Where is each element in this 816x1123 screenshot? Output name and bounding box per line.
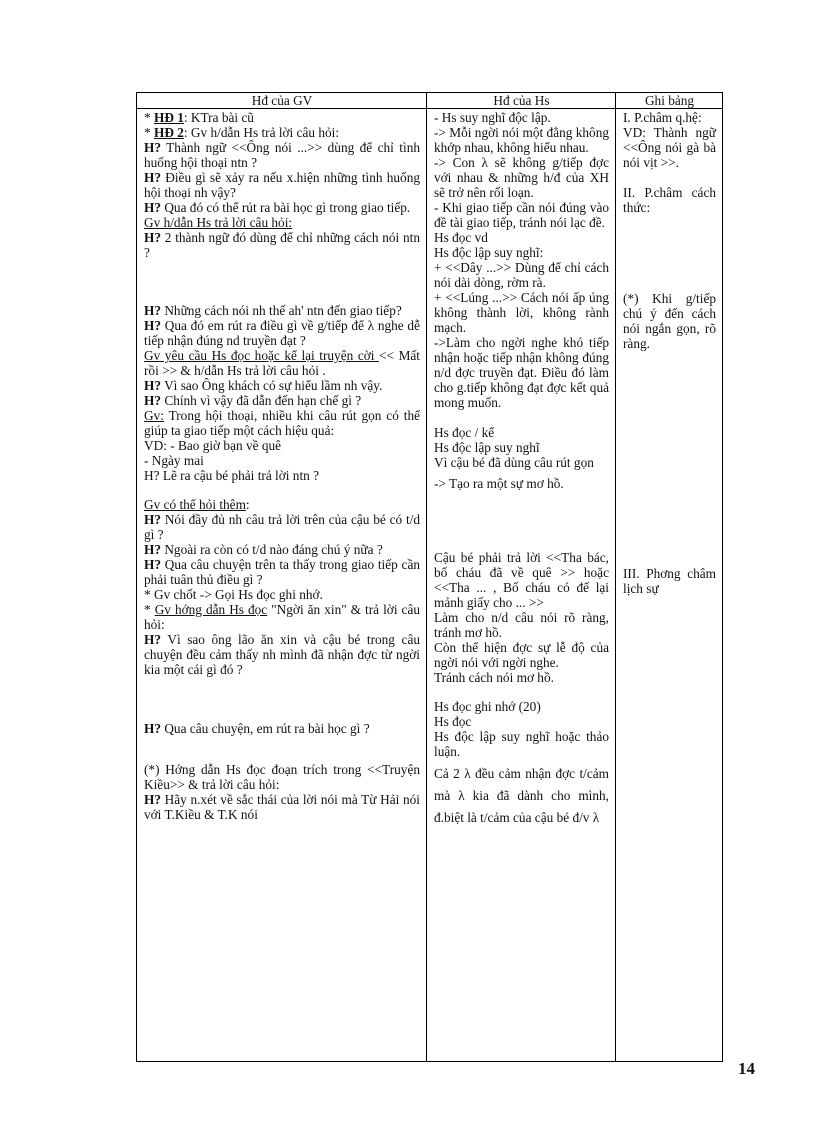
board-note-text: II. P.châm cách thức: (623, 185, 716, 215)
teacher-line-text: H? (144, 140, 161, 155)
student-line (434, 455, 609, 470)
teacher-line-text: Gv: (144, 408, 164, 423)
content-row (137, 109, 723, 1062)
teacher-line-text: Điều gì sẽ xảy ra nếu x.hiện những tình huống hội thoại nh vậy? (144, 170, 420, 200)
student-line-text: ->Làm cho ngời nghe khó tiếp nhận hoặc tiếp nhận không đúng n/d đợc truyền đạt. Điều đó làm cho g.tiếp không đạt đợc kết quả mong muốn. (434, 335, 609, 410)
teacher-line-text: H? (144, 542, 161, 557)
student-line-text: Hs độc lập suy nghĩ hoặc thảo luận. (434, 729, 609, 759)
teacher-line (144, 170, 420, 200)
teacher-line-text: Gv h/dẫn Hs trả lời câu hỏi: (144, 215, 293, 230)
teacher-line (144, 602, 420, 632)
teacher-line-text: H? (144, 170, 161, 185)
student-line-text: Hs đọc ghi nhớ (20) (434, 699, 541, 714)
teacher-line (144, 542, 420, 557)
teacher-line (144, 318, 420, 348)
student-line-text: + <<Dây ...>> Dùng để chỉ cách nói dài dòng, rờm rà. (434, 260, 609, 290)
student-line (434, 200, 609, 230)
teacher-line (144, 140, 420, 170)
spacer (623, 215, 716, 291)
student-line-text: Hs đọc (434, 714, 472, 729)
teacher-line-text: Qua đó em rút ra điều gì về g/tiếp để λ nghe dễ tiếp nhận đúng nd truyền đạt ? (144, 318, 420, 348)
student-line (434, 763, 609, 829)
teacher-line (144, 721, 420, 736)
student-line (434, 476, 609, 491)
board-note-text: (*) Khi g/tiếp chú ý đến cách nói ngắn gọn, rõ ràng. (623, 291, 716, 351)
board-note (623, 291, 716, 351)
header-row (137, 93, 723, 109)
teacher-line-text: Nói đầy đủ nh câu trả lời trên của cậu bé có t/d gì ? (144, 512, 420, 542)
teacher-line-text: H? (144, 512, 161, 527)
student-activity-cell (427, 109, 616, 1062)
student-line (434, 729, 609, 759)
spacer (144, 483, 420, 497)
board-note (623, 185, 716, 215)
teacher-line (144, 393, 420, 408)
spacer (434, 491, 609, 550)
spacer (144, 260, 420, 303)
teacher-line-text: H? (144, 721, 161, 736)
student-line-text: Cả 2 λ đều cảm nhận đợc t/cảm mà λ kia đã dành cho mình, đ.biệt là t/cảm của cậu bé đ/v λ (434, 766, 609, 825)
teacher-line (144, 468, 420, 483)
student-line (434, 610, 609, 640)
student-line-text: Hs đọc / kể (434, 425, 495, 440)
teacher-line-text: "Ngời ăn xin" & trả lời câu hỏi: (144, 602, 420, 632)
teacher-line-text: Vì sao ông lão ăn xin và cậu bé trong câu chuyện đều cảm thấy nh mình đã nhận đợc từ ngời kia một cái gì đó ? (144, 632, 420, 677)
teacher-line-text: H? (144, 200, 161, 215)
teacher-line-text: HĐ 2 (153, 125, 184, 140)
teacher-line (144, 512, 420, 542)
board-notes-cell (616, 109, 723, 1062)
teacher-line-text: H? (144, 303, 161, 318)
board-note (623, 566, 716, 596)
teacher-line-text: HĐ 1 (153, 110, 184, 125)
teacher-line-text: : Gv h/dẫn Hs trả lời câu hỏi: (183, 125, 340, 140)
teacher-line-text: Những cách nói nh thế ah' ntn đến giao tiếp? (161, 303, 402, 318)
teacher-line (144, 230, 420, 260)
board-note-text: VD: Thành ngữ <<Ông nói gà bà nói vịt >>. (623, 125, 716, 170)
student-line (434, 440, 609, 455)
teacher-line (144, 587, 420, 602)
student-line (434, 230, 609, 245)
teacher-line-text: Vì sao Ông khách có sự hiểu lầm nh vậy. (161, 378, 383, 393)
board-note (623, 125, 716, 170)
student-line (434, 714, 609, 729)
student-line-text: Cậu bé phải trả lời <<Tha bác, bố cháu đã về quê >> hoặc <<Tha ... , Bố cháu có để lại mảnh giấy cho ... >> (434, 550, 609, 610)
teacher-line (144, 792, 420, 822)
student-line (434, 550, 609, 610)
teacher-line-text: Qua câu chuyện trên ta thấy trong giao tiếp cần phải tuân thủ điều gì ? (144, 557, 420, 587)
board-note-text: I. P.châm q.hệ: (623, 110, 702, 125)
student-line (434, 640, 609, 670)
teacher-line-text: << Mất rồi >> & h/dẫn Hs trả lời câu hỏi . (144, 348, 420, 378)
header-teacher-activity: Hđ của GV (137, 93, 427, 109)
teacher-line-text: * (144, 602, 155, 617)
teacher-line-text: (*) Hớng dẫn Hs đọc đoạn trích trong <<Truyện Kiều>> & trả lời câu hỏi: (144, 762, 420, 792)
teacher-line-text: Ngoài ra còn có t/d nào đáng chú ý nữa ? (161, 542, 383, 557)
teacher-line-text: Hãy n.xét về sắc thái của lời nói mà Từ Hải nói với T.Kiều & T.K nói (144, 792, 420, 822)
teacher-line-text: H? (144, 378, 161, 393)
student-line-text: Hs đọc vd (434, 230, 488, 245)
teacher-line (144, 762, 420, 792)
teacher-line-text: * Gv chốt -> Gọi Hs đọc ghi nhớ. (144, 587, 323, 602)
teacher-line-text: Gv yêu cầu Hs đọc hoặc kể lại truyện cời (144, 348, 380, 363)
teacher-line-text: H? Lẽ ra cậu bé phải trả lời ntn ? (144, 468, 320, 483)
student-line (434, 699, 609, 714)
teacher-line-text: 2 thành ngữ đó dùng để chỉ những cách nói ntn ? (144, 230, 420, 260)
teacher-line (144, 378, 420, 393)
teacher-line (144, 110, 420, 125)
teacher-line-text: : (245, 497, 250, 512)
spacer (623, 170, 716, 185)
teacher-line (144, 348, 420, 378)
teacher-line (144, 303, 420, 318)
student-line (434, 290, 609, 335)
student-line (434, 670, 609, 685)
student-line-text: -> Tạo ra một sự mơ hồ. (434, 476, 564, 491)
student-line (434, 125, 609, 155)
spacer (144, 677, 420, 721)
teacher-line-text: Chính vì vậy đã dẫn đến hạn chế gì ? (161, 393, 362, 408)
teacher-line (144, 438, 420, 453)
teacher-line (144, 632, 420, 677)
teacher-line-text: VD: - Bao giờ bạn về quê (144, 438, 282, 453)
student-line-text: - Hs suy nghĩ độc lập. (434, 110, 551, 125)
student-line (434, 425, 609, 440)
spacer (623, 351, 716, 566)
student-line (434, 245, 609, 260)
student-line-text: -> Con λ sẽ không g/tiếp đợc với nhau & những h/đ của XH sẽ trở nên rối loạn. (434, 155, 609, 200)
student-line (434, 335, 609, 410)
lesson-table (136, 92, 723, 1062)
spacer (434, 685, 609, 699)
teacher-line (144, 497, 420, 512)
teacher-line-text: Qua đó có thể rút ra bài học gì trong giao tiếp. (161, 200, 411, 215)
student-line-text: -> Mỗi ngời nói một đằng không khớp nhau, không hiểu nhau. (434, 125, 609, 155)
spacer (434, 410, 609, 425)
teacher-line (144, 200, 420, 215)
student-line-text: Vì cậu bé đã dùng câu rút gọn (434, 455, 594, 470)
teacher-line-text: Thành ngữ <<Ông nói ...>> dùng để chỉ tình huống hội thoại ntn ? (144, 140, 420, 170)
teacher-line (144, 215, 420, 230)
student-line (434, 260, 609, 290)
board-note (623, 110, 716, 125)
spacer (144, 736, 420, 762)
student-line-text: Hs độc lập suy nghĩ (434, 440, 540, 455)
student-line-text: + <<Lúng ...>> Cách nói ấp úng không thành lời, không rành mạch. (434, 290, 609, 335)
teacher-line-text: : KTra bài cũ (183, 110, 254, 125)
teacher-line-text: Gv hớng dẫn Hs đọc (154, 602, 268, 617)
teacher-line-text: Qua câu chuyện, em rút ra bài học gì ? (161, 721, 370, 736)
teacher-line-text: H? (144, 393, 161, 408)
student-line-text: Làm cho n/d câu nói rõ ràng, tránh mơ hồ. (434, 610, 609, 640)
teacher-line-text: H? (144, 230, 161, 245)
header-board-notes: Ghi bảng (616, 93, 723, 109)
header-student-activity: Hđ của Hs (427, 93, 616, 109)
page-number: 14 (738, 1059, 755, 1078)
student-line-text: Tránh cách nói mơ hồ. (434, 670, 554, 685)
student-line (434, 110, 609, 125)
teacher-line-text: Gv có thể hỏi thêm (144, 497, 246, 512)
student-line-text: - Khi giao tiếp cần nói đúng vào đề tài giao tiếp, tránh nói lạc đề. (434, 200, 609, 230)
teacher-line (144, 453, 420, 468)
teacher-line (144, 557, 420, 587)
teacher-line-text: Trong hội thoại, nhiều khi câu rút gọn có thể giúp ta giao tiếp một cách hiệu quả: (144, 408, 420, 438)
teacher-line (144, 408, 420, 438)
student-line (434, 155, 609, 200)
teacher-line-text: H? (144, 792, 161, 807)
teacher-line-text: - Ngày mai (144, 453, 204, 468)
teacher-line-text: H? (144, 632, 161, 647)
teacher-line-text: * (144, 110, 154, 125)
student-line-text: Còn thể hiện đợc sự lễ độ của ngời nói với ngời nghe. (434, 640, 609, 670)
teacher-line (144, 125, 420, 140)
teacher-line-text: * (144, 125, 154, 140)
teacher-activity-cell (137, 109, 427, 1062)
teacher-line-text: H? (144, 318, 161, 333)
teacher-line-text: H? (144, 557, 161, 572)
student-line-text: Hs độc lập suy nghĩ: (434, 245, 544, 260)
board-note-text: III. Phơng châm lịch sự (623, 566, 716, 596)
